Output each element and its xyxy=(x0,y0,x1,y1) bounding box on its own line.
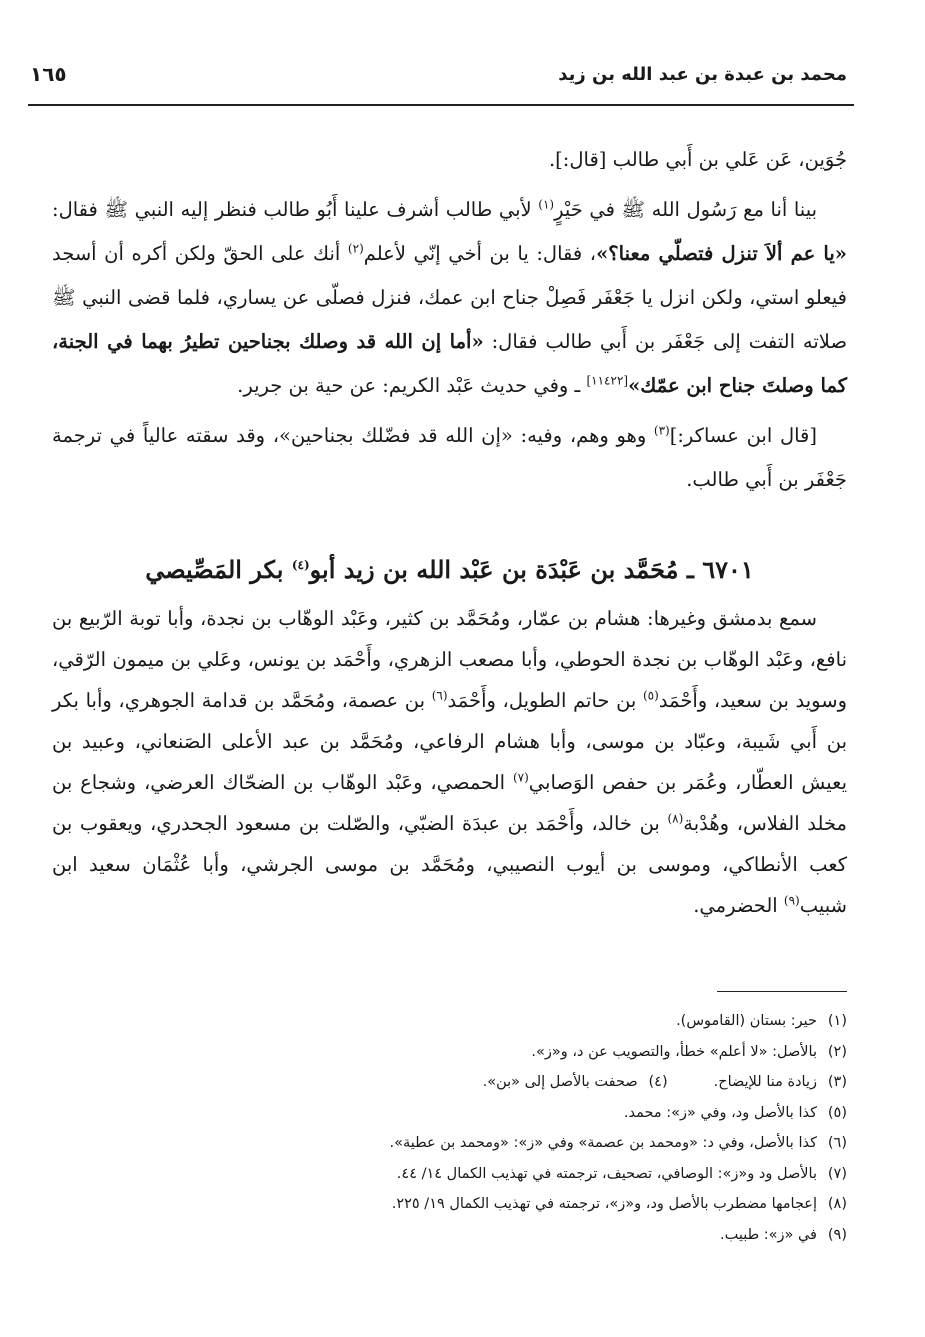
footnote-text: بالأصل ود و«ز»: الوصافي، تصحيف، ترجمته في تهذيب الكمال ١٤/ ٤٤. xyxy=(396,1165,817,1182)
footnote-5 xyxy=(67,1098,847,1129)
footnote-number: (٤) xyxy=(648,1074,668,1090)
text-span: بن خالد، وأَحْمَد بن عبدَة الضبّي، والصّلت بن مسعود الجحدري، ويعقوب بن كعب الأنطاكي، وموسى بن أيوب النصيبي، ومُحَمَّد بن موسى الجرشي، وأبا عُثْمَان سعيد ابن شبيب xyxy=(52,812,847,917)
text-span: وهو وهم، وفيه: «إن الله قد فضّلك بجناحين»، وقد سقته عالياً في ترجمة جَعْفَر بن أَبي طالب. xyxy=(52,424,847,491)
running-head: محمد بن عبدة بن عبد الله بن زيد xyxy=(558,64,847,85)
text-span: لأبي طالب أشرف علينا أَبُو طالب فنظر إليه النبي ﷺ فقال: xyxy=(52,198,539,221)
footnote-text: كذا بالأصل ود، وفي «ز»: محمد. xyxy=(623,1104,817,1121)
entry-title-text: ٦٧٠١ ـ مُحَمَّد بن عَبْدَة بن عَبْد الله بن زيد أبو xyxy=(309,555,754,584)
entry-paragraph xyxy=(52,598,847,926)
footnote-2 xyxy=(67,1037,847,1068)
footnote-number: (٥) xyxy=(827,1104,847,1121)
quote-bold: «أما إن الله قد وصلك بجناحين تطيرُ بهما في الجنة، كما وصلتَ جناح ابن عمّك» xyxy=(52,330,847,397)
page-number: ١٦٥ xyxy=(30,62,67,86)
footnote-7 xyxy=(67,1159,847,1190)
text-span: سمع بدمشق وغيرها: هشام بن عمّار، ومُحَمَّد بن كثير، وعَبْد الوهّاب بن نجدة، وأبا توبة الرّبيع بن نافع، وعَبْد الوهّاب بن نجدة الحوطي، وأبا مصعب الزهري، وأَحْمَد بن يونس، وعَلي بن ميمون الرّقي، وسويد بن سعيد، وأَحْمَد xyxy=(52,607,847,712)
text-span: [قال ابن عساكر:] xyxy=(669,424,817,447)
header-rule xyxy=(28,104,854,106)
footnote-ref-2[interactable]: (٢) xyxy=(347,241,364,256)
footnote-number: (٢) xyxy=(827,1043,847,1060)
footnote-text: صحفت بالأصل إلى «بن». xyxy=(482,1074,638,1090)
entry-title-text: بكر المَصِّيصي xyxy=(145,555,292,584)
text-span: ـ وفي حديث عَبْد الكريم: عن حية بن جرير. xyxy=(237,374,587,397)
paragraph-3 xyxy=(52,414,847,502)
footnote-number: (١) xyxy=(827,1013,847,1029)
footnote-text: كذا بالأصل، وفي د: «ومحمد بن عصمة» وفي «ز»: «ومحمد بن عطية». xyxy=(389,1135,817,1151)
footnote-number: (٨) xyxy=(827,1196,847,1212)
footnote-9 xyxy=(67,1220,847,1251)
footnote-number: (٣) xyxy=(827,1074,847,1090)
text-span: بن عصمة، ومُحَمَّد بن قدامة الجوهري، وأبا بكر بن أَبي شَيبة، وعبّاد بن موسى، وأبا هشام الرفاعي، ومُحَمَّد بن عبد الأعلى الصَنعاني، وعبيد بن يعيش العطّار، وعُمَر بن حفص الوَصابي xyxy=(52,689,847,794)
text-span: أنك على الحقّ ولكن أكره أن أسجد فيعلو استي، ولكن انزل يا جَعْفَر فَصِلْ جناح ابن عمك، فنزل فصلّى عن يساري، فلما قضى النبي ﷺ صلاته التفت إلى جَعْفَر بن أَبي طالب فقال: xyxy=(52,242,847,353)
footnote-text: بالأصل: «لا أعلم» خطأ، والتصويب عن د، و«ز». xyxy=(531,1043,817,1060)
footnote-text: زيادة منا للإيضاح. xyxy=(713,1074,817,1090)
quote-bold: «يا عم ألاَ تنزل فتصلّي معنا؟» xyxy=(596,242,847,265)
text-span: ، فقال: يا بن أخي إنّي لأعلم xyxy=(363,242,597,265)
footnote-6 xyxy=(67,1128,847,1159)
text-span: الحمصي، وعَبْد الوهّاب بن الضحّاك العرضي، وشجاع بن مخلد الفلاس، وهُدْبة xyxy=(52,771,847,835)
paragraph-2 xyxy=(52,188,847,408)
paragraph-1: جُوَين، عَن عَلي بن أَبي طالب [قال:]. xyxy=(548,148,847,171)
entry-title xyxy=(52,545,847,595)
footnote-ref-5[interactable]: (٥) xyxy=(642,688,659,703)
footnote-ref-6[interactable]: (٦) xyxy=(431,688,448,703)
footnote-text: في «ز»: طبيب. xyxy=(719,1226,817,1243)
footnote-number: (٩) xyxy=(827,1226,847,1243)
footnote-text: حير: بستان (القاموس). xyxy=(676,1013,817,1029)
text-span: الحضرمي. xyxy=(693,894,784,917)
footnote-ref-7[interactable]: (٧) xyxy=(512,770,529,785)
main-text xyxy=(52,138,847,508)
footnote-number: (٧) xyxy=(827,1165,847,1182)
hadith-number: [١١٤٢٢] xyxy=(586,373,629,388)
text-span: بن حاتم الطويل، وأَحْمَد xyxy=(447,689,643,712)
footnote-ref-9[interactable]: (٩) xyxy=(783,893,800,908)
footnote-text: إعجامها مضطرب بالأصل ود، و«ز»، ترجمته في تهذيب الكمال ١٩/ ٢٢٥. xyxy=(391,1196,817,1212)
footnote-1 xyxy=(67,1006,847,1037)
footnote-rule xyxy=(717,991,847,992)
footnotes xyxy=(67,1006,847,1250)
footnote-ref-4[interactable]: (٤) xyxy=(291,558,310,572)
footnote-ref-3[interactable]: (٣) xyxy=(653,423,670,438)
entry-body xyxy=(52,598,847,926)
footnote-8 xyxy=(67,1189,847,1220)
footnote-number: (٦) xyxy=(827,1135,847,1151)
footnote-ref-8[interactable]: (٨) xyxy=(667,811,684,826)
footnote-ref-1[interactable]: (١) xyxy=(538,197,555,212)
footnote-3-4 xyxy=(67,1067,847,1098)
text-span: بينا أنا مع رَسُول الله ﷺ في حَيْرٍ xyxy=(554,198,818,221)
